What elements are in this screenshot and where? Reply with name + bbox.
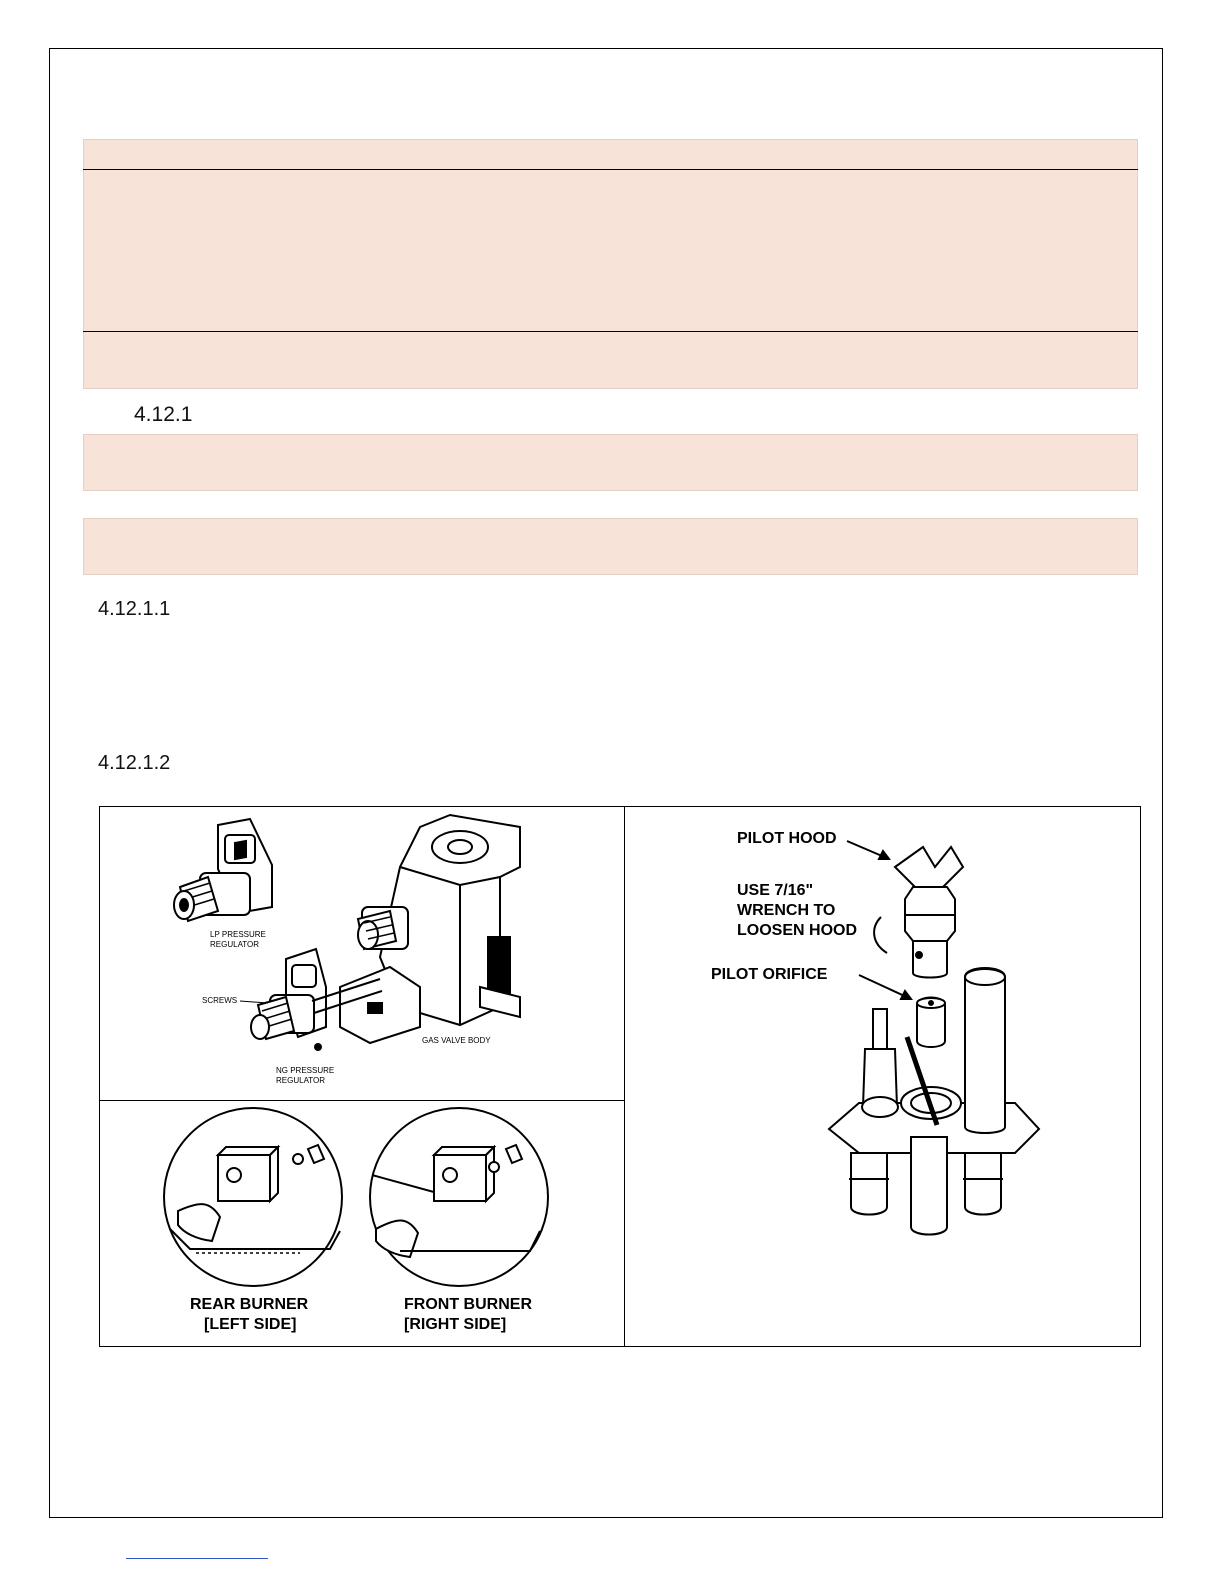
footer-link-underline: [126, 1558, 268, 1559]
wrench-label-3: LOOSEN HOOD: [737, 922, 858, 939]
lp-regulator-label-2: REGULATOR: [210, 940, 260, 949]
lp-regulator-label-1: LP PRESSURE: [210, 930, 266, 939]
rear-burner-label: REAR BURNER: [190, 1296, 309, 1313]
screws-label: SCREWS: [202, 996, 238, 1005]
pilot-orifice-label: PILOT ORIFICE: [711, 966, 828, 983]
front-burner-label: FRONT BURNER: [404, 1296, 532, 1313]
banner-footer: [83, 332, 1138, 389]
banner-header: [83, 139, 1138, 170]
gas-valve-body-label: GAS VALVE BODY: [422, 1036, 491, 1045]
gas-valve-diagram: [100, 807, 624, 1099]
front-burner-side-label: [RIGHT SIDE]: [404, 1316, 507, 1333]
section-number-4-12-1: 4.12.1: [134, 403, 193, 426]
ng-regulator-label-1: NG PRESSURE: [276, 1066, 335, 1075]
pilot-assembly-diagram: [625, 807, 1139, 1346]
wrench-label-2: WRENCH TO: [737, 902, 836, 919]
banner-body: [83, 170, 1138, 331]
note-banner-2: [83, 518, 1138, 575]
wrench-label-1: USE 7/16": [737, 882, 814, 899]
ng-regulator-label-2: REGULATOR: [276, 1076, 326, 1085]
section-number-4-12-1-1: 4.12.1.1: [98, 598, 171, 620]
pilot-hood-label: PILOT HOOD: [737, 830, 837, 847]
burner-detail-diagram: [100, 1101, 624, 1346]
note-banner-1: [83, 434, 1138, 491]
section-number-4-12-1-2: 4.12.1.2: [98, 752, 171, 774]
rear-burner-side-label: [LEFT SIDE]: [204, 1316, 297, 1333]
